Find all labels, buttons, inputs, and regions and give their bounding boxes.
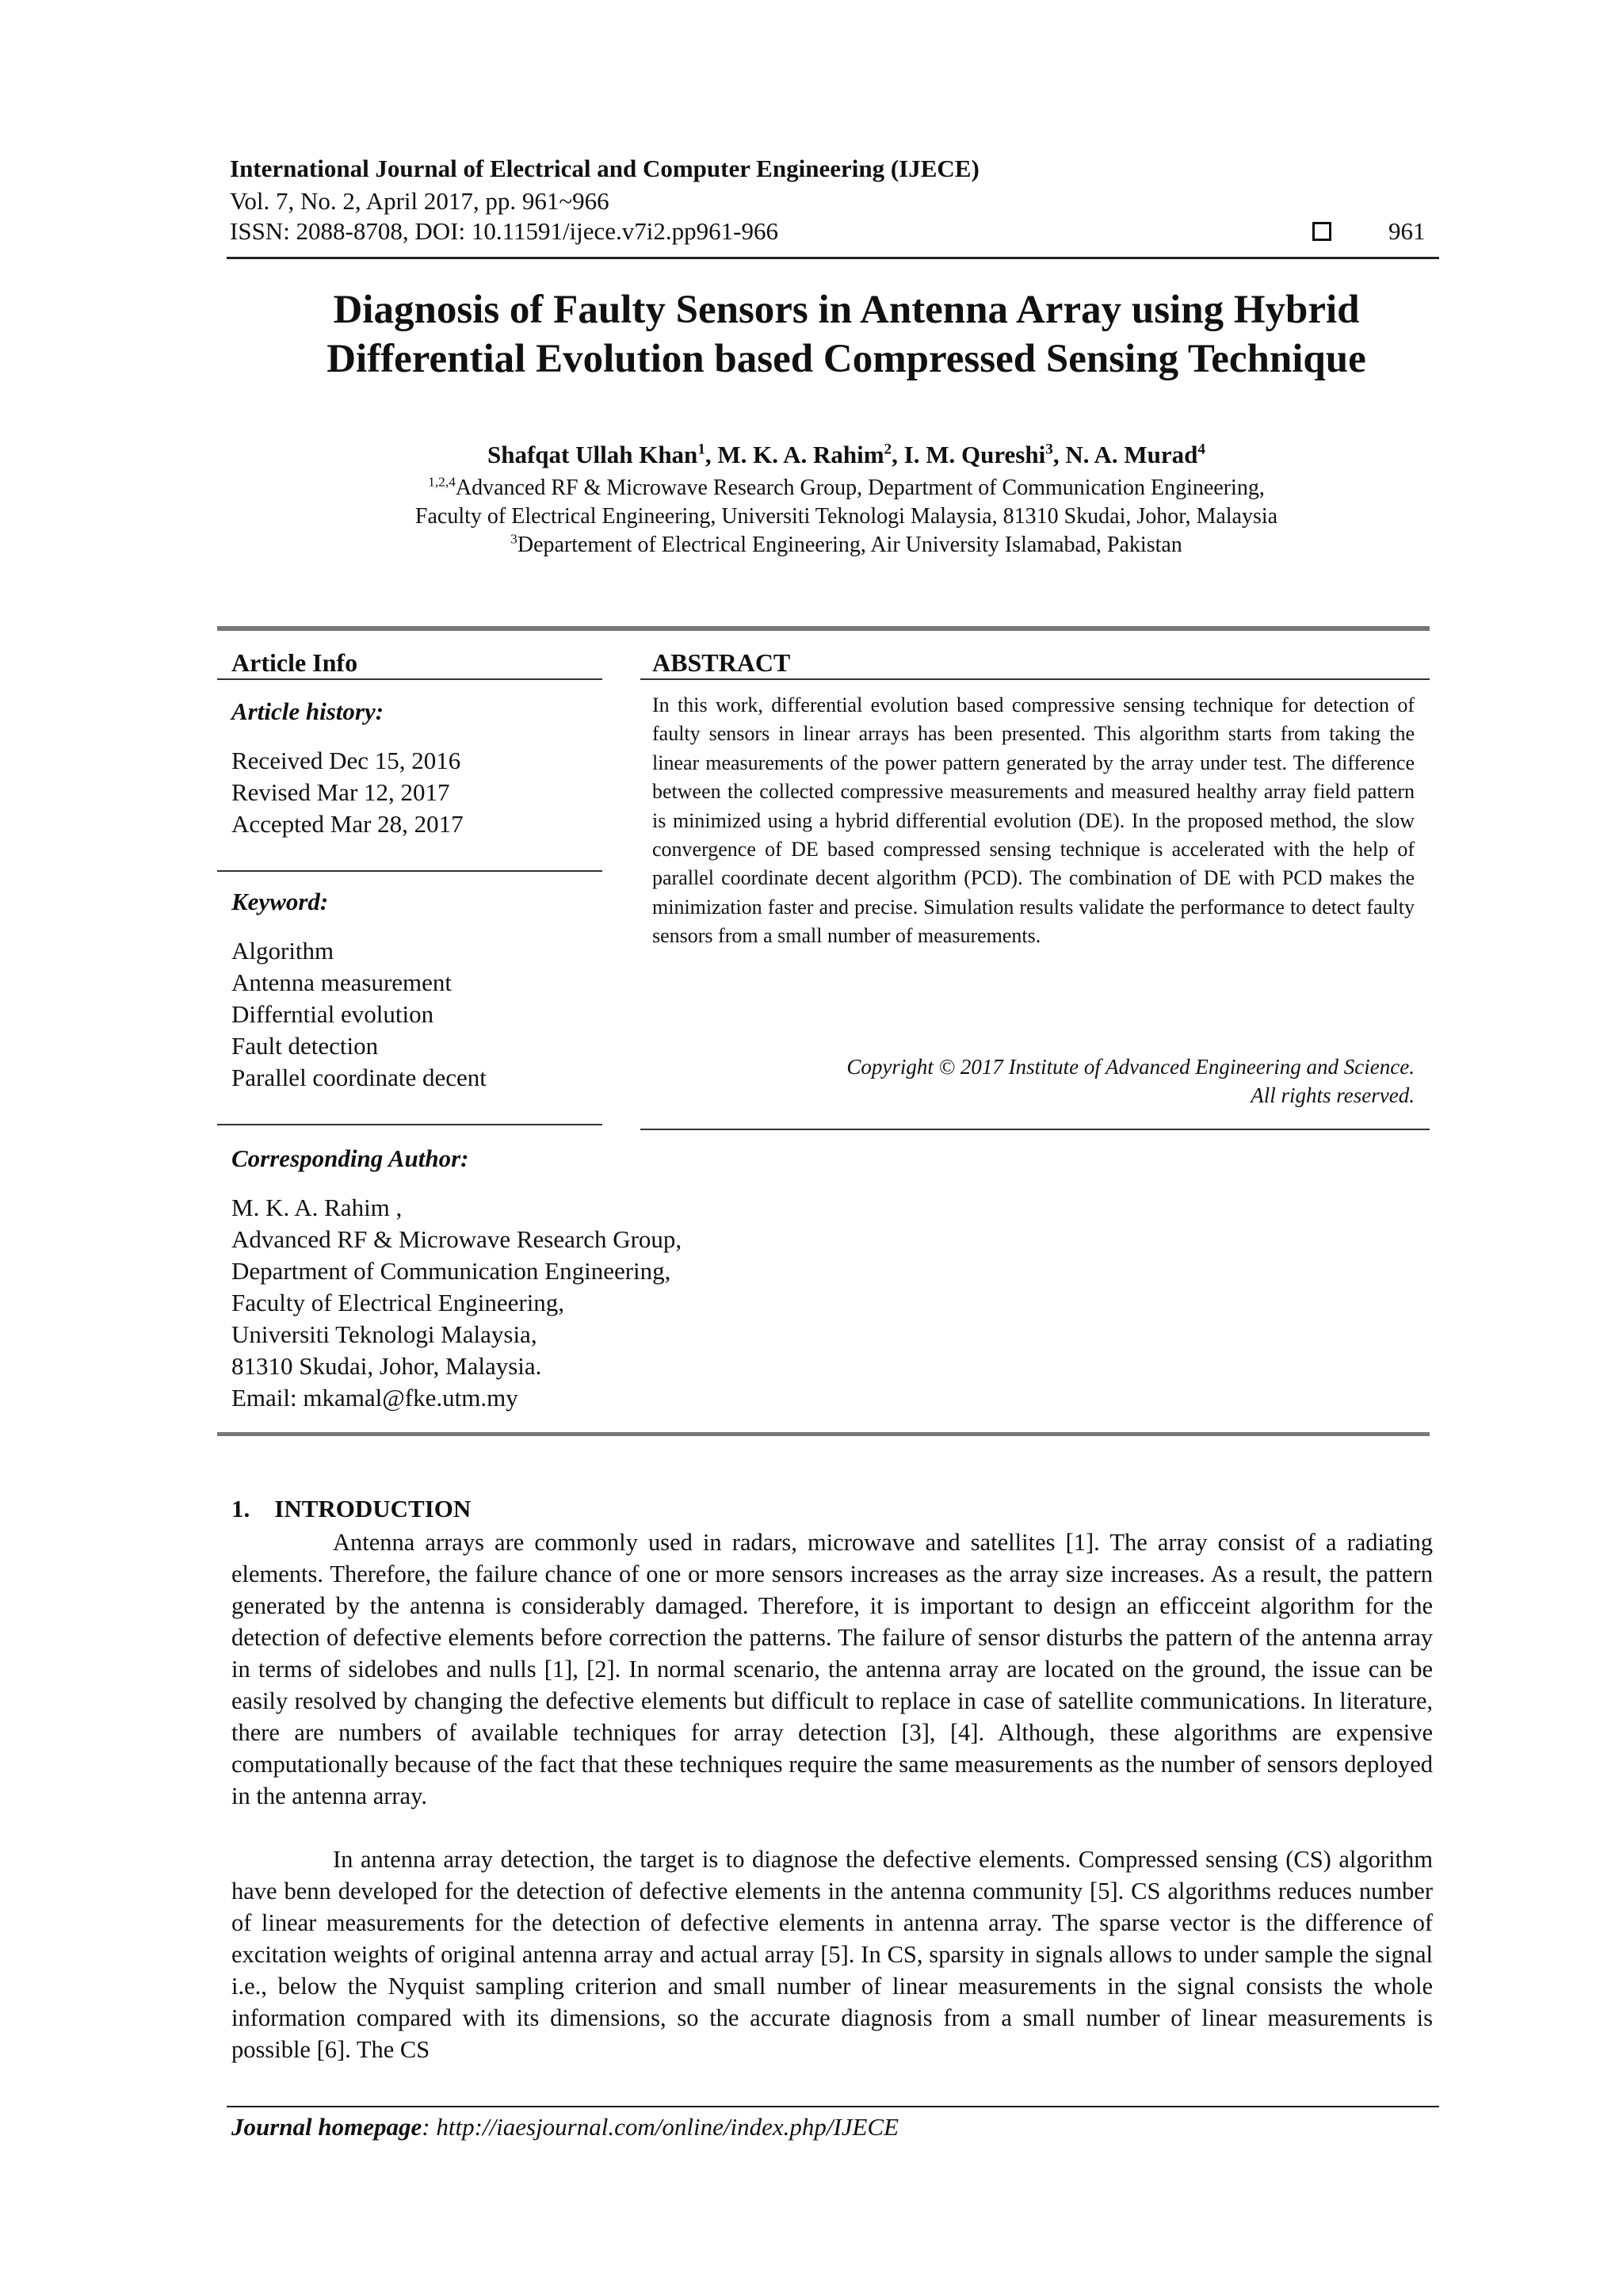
affiliation-sup: 1,2,4 bbox=[428, 474, 456, 490]
history-item: Received Dec 15, 2016 bbox=[231, 747, 461, 774]
homepage-label: Journal homepage bbox=[231, 2113, 422, 2141]
affiliation-2 bbox=[158, 533, 1534, 558]
keyword-item: Algorithm bbox=[231, 937, 334, 965]
author-name: N. A. Murad bbox=[1065, 441, 1198, 468]
copyright-line-1: Copyright © 2017 Institute of Advanced Engineering and Science. bbox=[846, 1055, 1415, 1079]
corresponding-line: M. K. A. Rahim , bbox=[231, 1194, 403, 1221]
abstract-bottom-rule bbox=[640, 1129, 1430, 1130]
corresponding-heading: Corresponding Author: bbox=[231, 1144, 469, 1172]
author-sup: 4 bbox=[1197, 441, 1206, 458]
volume-line: Vol. 7, No. 2, April 2017, pp. 961~966 bbox=[230, 187, 609, 215]
corresponding-line: Department of Communication Engineering, bbox=[231, 1257, 671, 1285]
author-sep: , bbox=[705, 441, 718, 468]
abstract-heading: ABSTRACT bbox=[652, 648, 791, 677]
header-rule bbox=[227, 257, 1439, 259]
author-sup: 1 bbox=[697, 441, 705, 458]
intro-paragraph-1: Antenna arrays are commonly used in radars, microwave and satellites [1]. The array consist of a radiating elements. Therefore, the failure chance of one or more sensors increases as the array size increases. As a result, the pattern generated by the antenna is considerably damaged. Therefore, it is important to design an efficceint algorithm for the detection of defective elements before correction the patterns. The failure of sensor disturbs the pattern of the antenna array in terms of sidelobes and nulls [1], [2]. In normal scenario, the antenna array are located on the ground, the issue can be easily resolved by changing the defective elements but difficult to replace in case of satellite communications. In literature, there are numbers of available techniques for array detection [3], [4]. Although, these algorithms are expensive computationally because of the fact that these techniques require the same measurements as the number of sensors deployed in the antenna array. bbox=[231, 1529, 1433, 1809]
keyword-item: Differntial evolution bbox=[231, 1000, 434, 1028]
journal-homepage bbox=[231, 2113, 899, 2141]
author-name: Shafqat Ullah Khan bbox=[487, 441, 698, 468]
title-line-2: Differential Evolution based Compressed Sensing Technique bbox=[327, 337, 1366, 381]
corresponding-line: Advanced RF & Microwave Research Group, bbox=[231, 1225, 682, 1253]
author-sup: 2 bbox=[884, 441, 892, 458]
corresponding-line: Universiti Teknologi Malaysia, bbox=[231, 1320, 537, 1348]
corresponding-details bbox=[231, 1192, 682, 1414]
checkbox-square-icon bbox=[1312, 222, 1331, 241]
journal-name: International Journal of Electrical and Computer Engineering (IJECE) bbox=[230, 155, 980, 182]
introduction-heading: 1. INTRODUCTION bbox=[231, 1495, 472, 1522]
homepage-url[interactable]: : http://iaesjournal.com/online/index.php/IJECE bbox=[422, 2113, 899, 2141]
author-sep: , bbox=[892, 441, 904, 468]
affiliation-text: Advanced RF & Microwave Research Group, Department of Communication Engineering, bbox=[455, 476, 1265, 500]
author-name: M. K. A. Rahim bbox=[717, 441, 884, 468]
keyword-rule bbox=[217, 1124, 602, 1125]
info-bottom-rule bbox=[217, 1432, 1430, 1436]
article-info-heading: Article Info bbox=[231, 648, 358, 677]
history-rule bbox=[217, 870, 602, 872]
copyright-line-2: All rights reserved. bbox=[1251, 1083, 1415, 1107]
affiliation-1 bbox=[158, 476, 1534, 501]
history-item: Accepted Mar 28, 2017 bbox=[231, 810, 464, 838]
abstract-text: In this work, differential evolution based compressive sensing technique for detection of faulty sensors in linear arrays has been presented. This algorithm starts from taking the linear measurements of the power pattern generated by the array under test. The difference between the collected compressive measurements and measured healthy array field pattern is minimized using a hybrid differential evolution (DE). In the proposed method, the slow convergence of DE based compressed sensing technique is accelerated with the help of parallel coordinate decent algorithm (PCD). The combination of DE with PCD makes the minimization faster and precise. Simulation results validate the performance to detect faulty sensors from a small number of measurements. bbox=[652, 693, 1415, 948]
footer-rule bbox=[227, 2106, 1439, 2107]
abstract-rule bbox=[640, 678, 1430, 680]
affiliation-1-line-2: Faculty of Electrical Engineering, Universiti Teknologi Malaysia, 81310 Skudai, Johor, Malaysia bbox=[414, 504, 1278, 529]
affiliation-text: Departement of Electrical Engineering, Air University Islamabad, Pakistan bbox=[517, 533, 1182, 557]
affiliation-sup: 3 bbox=[510, 531, 517, 547]
corresponding-line: 81310 Skudai, Johor, Malaysia. bbox=[231, 1352, 542, 1380]
keyword-item: Antenna measurement bbox=[231, 968, 453, 996]
title-line-1: Diagnosis of Faulty Sensors in Antenna Array using Hybrid bbox=[333, 288, 1360, 332]
page-number: 961 bbox=[1388, 217, 1426, 245]
keyword-item: Fault detection bbox=[231, 1032, 379, 1060]
article-history-list bbox=[231, 745, 464, 840]
info-top-rule bbox=[217, 626, 1430, 631]
keyword-list bbox=[231, 935, 487, 1094]
corresponding-line: Email: mkamal@fke.utm.my bbox=[231, 1384, 518, 1412]
author-sep: , bbox=[1052, 441, 1066, 468]
keyword-heading: Keyword: bbox=[231, 888, 329, 915]
keyword-item: Parallel coordinate decent bbox=[231, 1064, 487, 1091]
issn-line: ISSN: 2088-8708, DOI: 10.11591/ijece.v7i2.pp961-966 bbox=[230, 217, 778, 245]
author-list bbox=[158, 441, 1534, 469]
author-name: I. M. Qureshi bbox=[903, 441, 1046, 468]
article-info-rule bbox=[217, 678, 602, 680]
history-item: Revised Mar 12, 2017 bbox=[231, 778, 450, 806]
corresponding-line: Faculty of Electrical Engineering, bbox=[231, 1289, 565, 1316]
article-history-heading: Article history: bbox=[231, 697, 384, 725]
author-sup: 3 bbox=[1045, 441, 1053, 458]
paper-title bbox=[158, 285, 1534, 384]
intro-paragraph-2: In antenna array detection, the target is to diagnose the defective elements. Compressed sensing (CS) algorithm have benn developed for the detection of defective elements in the antenna community [5]. CS algorithms reduces number of linear measurements for the detection of defective elements in antenna array. The sparse vector is the difference of excitation weights of original antenna array and actual array [5]. In CS, sparsity in signals allows to under sample the signal i.e., below the Nyquist sampling criterion and small number of linear measurements in the signal consists the whole information compared with its dimensions, so the accurate diagnosis from a small number of linear measurements is possible [6]. The CS bbox=[231, 1846, 1433, 2063]
